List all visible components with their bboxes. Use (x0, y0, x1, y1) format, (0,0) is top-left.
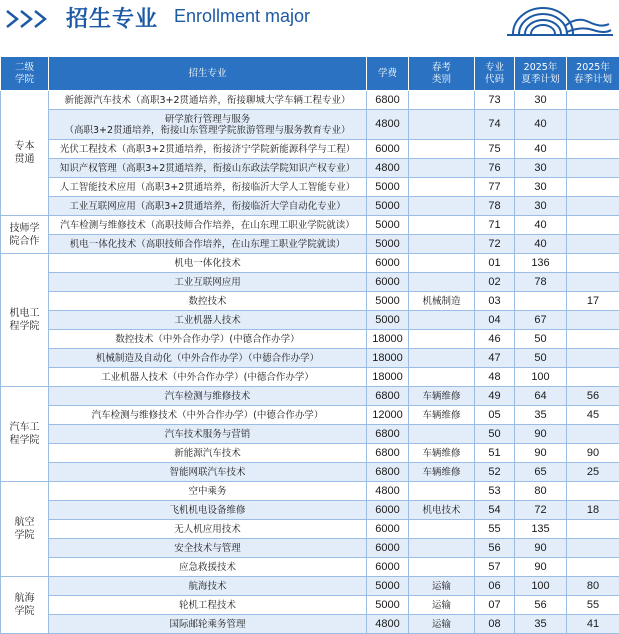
category-cell (409, 311, 475, 330)
summer-plan-cell: 30 (515, 178, 567, 197)
summer-plan-cell: 78 (515, 273, 567, 292)
table-row (1, 596, 619, 615)
code-cell: 75 (475, 140, 515, 159)
category-cell (409, 558, 475, 577)
category-cell: 机电技术 (409, 501, 475, 520)
table-row (1, 159, 619, 178)
summer-plan-cell: 40 (515, 216, 567, 235)
major-cell: 机电一体化技术 (49, 254, 367, 273)
college-cell: 技师学 院合作 (1, 216, 49, 254)
spring-plan-cell (567, 482, 619, 501)
category-cell (409, 159, 475, 178)
code-cell: 54 (475, 501, 515, 520)
table-row (1, 91, 619, 110)
summer-plan-cell: 30 (515, 159, 567, 178)
summer-plan-cell: 136 (515, 254, 567, 273)
code-cell: 05 (475, 406, 515, 425)
header-fee: 学费 (367, 57, 409, 91)
major-cell: 数控技术 (49, 292, 367, 311)
fee-cell: 6000 (367, 558, 409, 577)
fee-cell: 5000 (367, 197, 409, 216)
major-cell: 研学旅行管理与服务 （高职3+2贯通培养，衔接山东管理学院旅游管理与服务教育专业） (49, 110, 367, 140)
header-category: 春考 类别 (409, 57, 475, 91)
category-cell: 车辆维修 (409, 463, 475, 482)
code-cell: 08 (475, 615, 515, 634)
spring-plan-cell (567, 539, 619, 558)
spring-plan-cell: 56 (567, 387, 619, 406)
table-row (1, 273, 619, 292)
table-row (1, 349, 619, 368)
fee-cell: 5000 (367, 235, 409, 254)
summer-plan-cell: 35 (515, 406, 567, 425)
code-cell: 52 (475, 463, 515, 482)
code-cell: 04 (475, 311, 515, 330)
spring-plan-cell: 80 (567, 577, 619, 596)
category-cell (409, 110, 475, 140)
fee-cell: 6800 (367, 425, 409, 444)
summer-plan-cell: 40 (515, 235, 567, 254)
table-row (1, 387, 619, 406)
major-cell: 新能源汽车技术 (49, 444, 367, 463)
table-row (1, 178, 619, 197)
summer-plan-cell: 135 (515, 520, 567, 539)
spring-plan-cell (567, 273, 619, 292)
code-cell: 53 (475, 482, 515, 501)
category-cell (409, 330, 475, 349)
summer-plan-cell: 30 (515, 197, 567, 216)
table-row (1, 292, 619, 311)
spring-plan-cell (567, 197, 619, 216)
code-cell: 77 (475, 178, 515, 197)
code-cell: 73 (475, 91, 515, 110)
major-cell: 安全技术与管理 (49, 539, 367, 558)
spring-plan-cell: 55 (567, 596, 619, 615)
major-cell: 轮机工程技术 (49, 596, 367, 615)
category-cell (409, 140, 475, 159)
spring-plan-cell: 41 (567, 615, 619, 634)
college-cell: 汽车工 程学院 (1, 387, 49, 482)
summer-plan-cell: 56 (515, 596, 567, 615)
table-header-row (1, 57, 619, 91)
fee-cell: 12000 (367, 406, 409, 425)
major-cell: 国际邮轮乘务管理 (49, 615, 367, 634)
category-cell (409, 482, 475, 501)
table-row (1, 444, 619, 463)
spring-plan-cell (567, 91, 619, 110)
major-cell: 汽车技术服务与营销 (49, 425, 367, 444)
spring-plan-cell (567, 178, 619, 197)
page-header (0, 0, 619, 48)
enrollment-table (0, 56, 619, 634)
category-cell: 运输 (409, 615, 475, 634)
category-cell (409, 349, 475, 368)
category-cell (409, 425, 475, 444)
code-cell: 03 (475, 292, 515, 311)
code-cell: 47 (475, 349, 515, 368)
fee-cell: 18000 (367, 330, 409, 349)
spring-plan-cell (567, 558, 619, 577)
header-spring-plan: 2025年 春季计划 (567, 57, 619, 91)
summer-plan-cell: 90 (515, 425, 567, 444)
code-cell: 71 (475, 216, 515, 235)
fee-cell: 6800 (367, 444, 409, 463)
major-cell: 数控技术（中外合作办学）(中德合作办学） (49, 330, 367, 349)
summer-plan-cell: 90 (515, 444, 567, 463)
fee-cell: 4800 (367, 615, 409, 634)
wave-logo-icon (505, 4, 615, 38)
spring-plan-cell: 45 (567, 406, 619, 425)
category-cell (409, 197, 475, 216)
summer-plan-cell: 50 (515, 349, 567, 368)
table-row (1, 330, 619, 349)
fee-cell: 5000 (367, 292, 409, 311)
category-cell (409, 254, 475, 273)
fee-cell: 6800 (367, 463, 409, 482)
category-cell: 运输 (409, 577, 475, 596)
code-cell: 74 (475, 110, 515, 140)
category-cell: 车辆维修 (409, 387, 475, 406)
summer-plan-cell: 90 (515, 539, 567, 558)
summer-plan-cell (515, 292, 567, 311)
spring-plan-cell (567, 520, 619, 539)
college-cell: 专本 贯通 (1, 91, 49, 216)
category-cell (409, 235, 475, 254)
spring-plan-cell (567, 330, 619, 349)
major-cell: 智能网联汽车技术 (49, 463, 367, 482)
code-cell: 51 (475, 444, 515, 463)
table-row (1, 406, 619, 425)
summer-plan-cell: 64 (515, 387, 567, 406)
summer-plan-cell: 80 (515, 482, 567, 501)
spring-plan-cell (567, 110, 619, 140)
table-row (1, 140, 619, 159)
table-row (1, 577, 619, 596)
spring-plan-cell (567, 140, 619, 159)
major-cell: 知识产权管理（高职3+2贯通培养，衔接山东政法学院知识产权专业） (49, 159, 367, 178)
major-cell: 工业机器人技术 (49, 311, 367, 330)
college-cell: 航海 学院 (1, 577, 49, 634)
code-cell: 50 (475, 425, 515, 444)
table-row (1, 520, 619, 539)
table-row (1, 110, 619, 140)
summer-plan-cell: 72 (515, 501, 567, 520)
code-cell: 02 (475, 273, 515, 292)
fee-cell: 5000 (367, 178, 409, 197)
major-cell: 汽车检测与维修技术 (49, 387, 367, 406)
table-row (1, 197, 619, 216)
code-cell: 06 (475, 577, 515, 596)
table-row (1, 482, 619, 501)
summer-plan-cell: 40 (515, 110, 567, 140)
category-cell (409, 539, 475, 558)
table-row (1, 558, 619, 577)
major-cell: 飞机机电设备维修 (49, 501, 367, 520)
fee-cell: 5000 (367, 311, 409, 330)
major-cell: 机械制造及自动化（中外合作办学）（中德合作办学） (49, 349, 367, 368)
code-cell: 55 (475, 520, 515, 539)
summer-plan-cell: 100 (515, 577, 567, 596)
fee-cell: 6000 (367, 520, 409, 539)
table-row (1, 368, 619, 387)
fee-cell: 6000 (367, 140, 409, 159)
major-cell: 应急救援技术 (49, 558, 367, 577)
fee-cell: 18000 (367, 349, 409, 368)
spring-plan-cell (567, 368, 619, 387)
code-cell: 76 (475, 159, 515, 178)
category-cell: 运输 (409, 596, 475, 615)
major-cell: 汽车检测与维修技术（高职技师合作培养，在山东理工职业学院就读） (49, 216, 367, 235)
table-row (1, 216, 619, 235)
header-summer-plan: 2025年 夏季计划 (515, 57, 567, 91)
category-cell (409, 178, 475, 197)
spring-plan-cell: 25 (567, 463, 619, 482)
summer-plan-cell: 67 (515, 311, 567, 330)
fee-cell: 4800 (367, 159, 409, 178)
major-cell: 工业机器人技术（中外合作办学）(中德合作办学） (49, 368, 367, 387)
code-cell: 78 (475, 197, 515, 216)
major-cell: 汽车检测与维修技术（中外合作办学）(中德合作办学） (49, 406, 367, 425)
major-cell: 人工智能技术应用（高职3+2贯通培养，衔接临沂大学人工智能专业） (49, 178, 367, 197)
spring-plan-cell (567, 425, 619, 444)
category-cell: 车辆维修 (409, 444, 475, 463)
summer-plan-cell: 30 (515, 91, 567, 110)
spring-plan-cell (567, 254, 619, 273)
fee-cell: 5000 (367, 577, 409, 596)
triple-chevron-icon (4, 8, 64, 30)
fee-cell: 6000 (367, 539, 409, 558)
category-cell (409, 520, 475, 539)
spring-plan-cell: 90 (567, 444, 619, 463)
fee-cell: 6800 (367, 91, 409, 110)
code-cell: 49 (475, 387, 515, 406)
college-cell: 机电工 程学院 (1, 254, 49, 387)
fee-cell: 4800 (367, 482, 409, 501)
spring-plan-cell: 18 (567, 501, 619, 520)
table-row (1, 501, 619, 520)
major-cell: 工业互联网应用 (49, 273, 367, 292)
major-cell: 机电一体化技术（高职技师合作培养，在山东理工职业学院就读） (49, 235, 367, 254)
code-cell: 72 (475, 235, 515, 254)
category-cell (409, 368, 475, 387)
fee-cell: 18000 (367, 368, 409, 387)
header-code: 专业 代码 (475, 57, 515, 91)
major-cell: 光伏工程技术（高职3+2贯通培养，衔接济宁学院新能源科学与工程） (49, 140, 367, 159)
category-cell: 机械制造 (409, 292, 475, 311)
major-cell: 工业互联网应用（高职3+2贯通培养，衔接临沂大学自动化专业） (49, 197, 367, 216)
category-cell (409, 91, 475, 110)
category-cell (409, 273, 475, 292)
summer-plan-cell: 100 (515, 368, 567, 387)
table-row (1, 235, 619, 254)
spring-plan-cell (567, 159, 619, 178)
fee-cell: 6000 (367, 273, 409, 292)
code-cell: 56 (475, 539, 515, 558)
spring-plan-cell (567, 216, 619, 235)
header-major: 招生专业 (49, 57, 367, 91)
table-row (1, 463, 619, 482)
enrollment-table-wrap (0, 56, 619, 634)
summer-plan-cell: 50 (515, 330, 567, 349)
summer-plan-cell: 90 (515, 558, 567, 577)
spring-plan-cell (567, 311, 619, 330)
page-title: 招生专业 (66, 2, 158, 33)
category-cell (409, 216, 475, 235)
header-college: 二级 学院 (1, 57, 49, 91)
spring-plan-cell: 17 (567, 292, 619, 311)
fee-cell: 6000 (367, 501, 409, 520)
fee-cell: 6000 (367, 254, 409, 273)
fee-cell: 6800 (367, 387, 409, 406)
major-cell: 航海技术 (49, 577, 367, 596)
table-row (1, 311, 619, 330)
table-row (1, 615, 619, 634)
summer-plan-cell: 40 (515, 140, 567, 159)
code-cell: 57 (475, 558, 515, 577)
summer-plan-cell: 35 (515, 615, 567, 634)
code-cell: 48 (475, 368, 515, 387)
code-cell: 07 (475, 596, 515, 615)
fee-cell: 5000 (367, 596, 409, 615)
summer-plan-cell: 65 (515, 463, 567, 482)
table-row (1, 539, 619, 558)
spring-plan-cell (567, 349, 619, 368)
table-row (1, 425, 619, 444)
code-cell: 01 (475, 254, 515, 273)
major-cell: 空中乘务 (49, 482, 367, 501)
fee-cell: 5000 (367, 216, 409, 235)
fee-cell: 4800 (367, 110, 409, 140)
college-cell: 航空 学院 (1, 482, 49, 577)
major-cell: 新能源汽车技术（高职3+2贯通培养，衔接聊城大学车辆工程专业） (49, 91, 367, 110)
category-cell: 车辆维修 (409, 406, 475, 425)
major-cell: 无人机应用技术 (49, 520, 367, 539)
spring-plan-cell (567, 235, 619, 254)
table-row (1, 254, 619, 273)
code-cell: 46 (475, 330, 515, 349)
page-subtitle: Enrollment major (174, 6, 310, 27)
